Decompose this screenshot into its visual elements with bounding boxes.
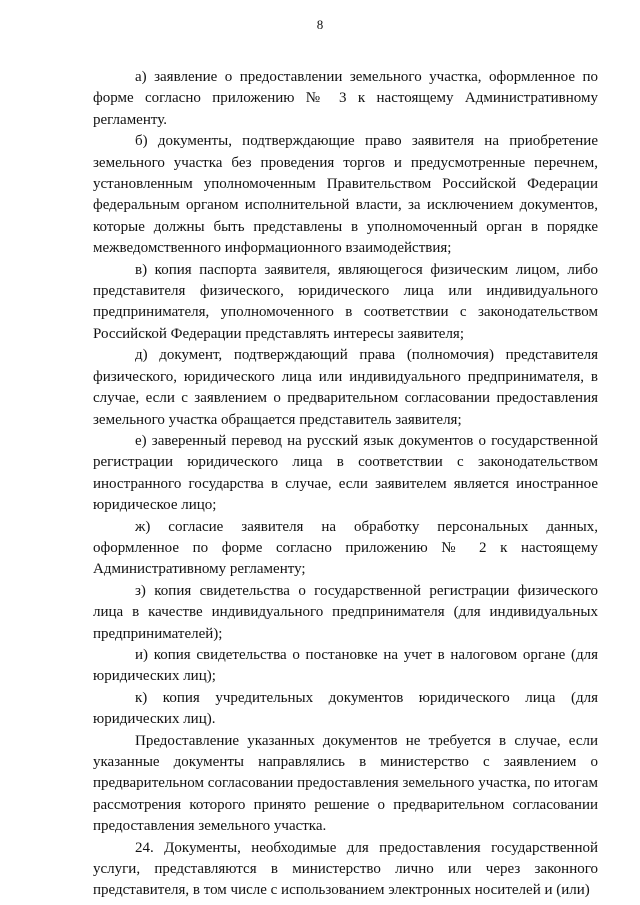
paragraph-d: д) документ, подтверждающий права (полномочия) представителя физического, юридического лица или индивидуального предпринимателя, в случае, если с заявлением о предварительном согласовании предоставления земельного участка обращается представитель заявителя; [93,347,598,428]
paragraph-z: з) копия свидетельства о государственной регистрации физического лица в качестве индивидуального предпринимателя (для индивидуальных предпринимателей); [93,582,598,642]
paragraph-i: и) копия свидетельства о постановке на учет в налоговом органе (для юридических лиц); [93,646,598,685]
paragraph-a: а) заявление о предоставлении земельного участка, оформленное по форме согласно приложению № 3 к настоящему Административному регламенту. [93,69,598,128]
paragraph-24: 24. Документы, необходимые для предоставления государственной услуги, представляются в министерство лично или через законного представителя, в том числе с использованием электронных носителей и (или) [93,839,598,899]
paragraph-exemption: Предоставление указанных документов не требуется в случае, если указанные документы направлялись в министерство с заявлением о предварительном согласовании предоставления земельного участка, по итогам рассмотрения которого принято решение о предварительном согласовании предоставления земельного участка. [93,732,598,835]
paragraph-zh: ж) согласие заявителя на обработку персональных данных, оформленное по форме согласно приложению № 2 к настоящему Административному регламенту; [93,518,598,578]
document-body [93,67,598,902]
paragraph-e: е) заверенный перевод на русский язык документов о государственной регистрации юридического лица в соответствии с законодательством иностранного государства в случае, если заявителем является иностранное юридическое лицо; [93,432,598,514]
page-number: 8 [316,17,324,32]
paragraph-v: в) копия паспорта заявителя, являющегося физическим лицом, либо представителя физического, юридического лица или индивидуального предпринимателя, уполномоченного в соответствии с законодательством Российской Федерации представлять интересы заявителя; [93,261,598,342]
paragraph-b: б) документы, подтверждающие право заявителя на приобретение земельного участка без проведения торгов и предусмотренные перечнем, установленным уполномоченным Правительством Российской Федерации федеральным органом исполнительной власти, за исключением документов, которые должны быть представлены в уполномоченный орган в порядке межведомственного информационного взаимодействия; [93,133,598,257]
paragraph-k: к) копия учредительных документов юридического лица (для юридических лиц). [93,689,598,728]
